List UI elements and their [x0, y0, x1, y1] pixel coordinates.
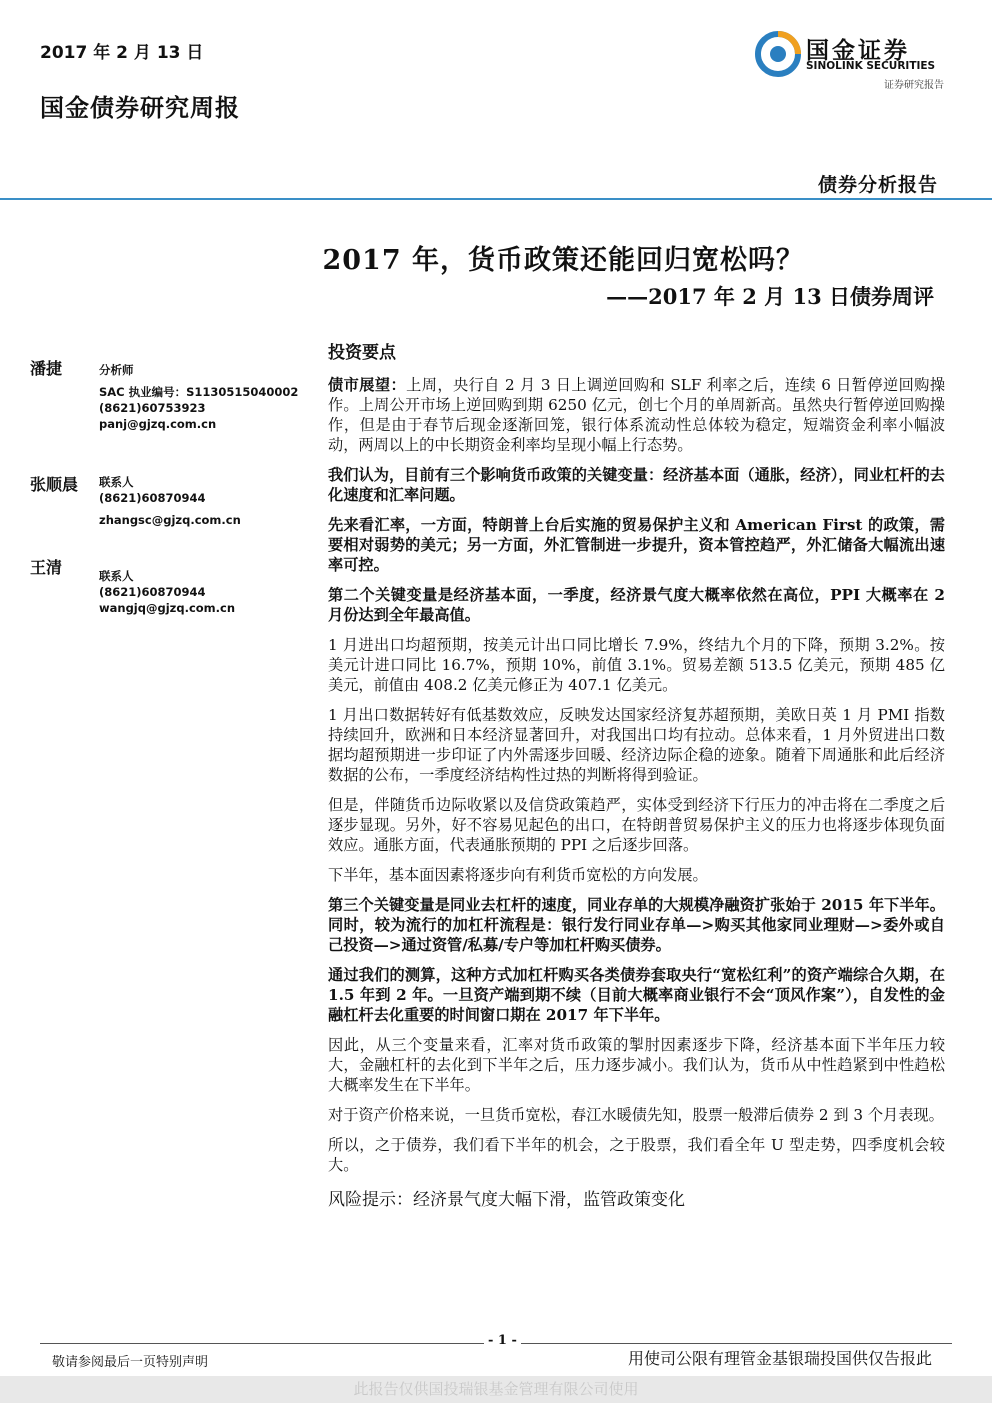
- author-phone: (8621)60870944: [99, 491, 206, 505]
- report-category: 债券分析报告: [817, 174, 938, 196]
- report-subtitle: ——2017 年 2 月 13 日债券周评: [606, 284, 934, 309]
- paragraph: 因此，从三个变量来看，汇率对货币政策的掣肘因素逐步下降，经济基本面下半年压力较大，金融杠杆的去化到下半年之后，压力逐步减小。我们认为，货币从中性趋紧到中性趋松大概率发生在下半年。: [328, 1036, 945, 1094]
- paragraph: 通过我们的测算，这种方式加杠杆购买各类债券套取央行“宽松红利”的资产端综合久期，在 1.5 年到 2 年。一旦资产端到期不续（目前大概率商业银行不会“顶风作案”），自发性的金融杠杆去化重要的时间窗口期在 2017 年下半年。: [328, 966, 945, 1024]
- footer-usage-note: 用使司公限有理管金基银瑞投国供仅告报此: [627, 1349, 932, 1368]
- series-title: 国金债券研究周报: [40, 93, 240, 122]
- author-info: [99, 474, 241, 528]
- author-info: [99, 568, 235, 616]
- author-email[interactable]: zhangsc@gjzq.com.cn: [99, 513, 241, 527]
- author-role: 联系人: [99, 475, 134, 489]
- risk-warning: 风险提示：经济景气度大幅下滑，监管政策变化: [328, 1190, 685, 1210]
- report-body: [328, 338, 945, 1210]
- paragraph: [328, 375, 945, 455]
- author-email[interactable]: panj@gjzq.com.cn: [99, 417, 217, 431]
- author-email[interactable]: wangjq@gjzq.com.cn: [99, 601, 236, 615]
- report-date: 2017 年 2 月 13 日: [40, 43, 204, 63]
- brand-subtitle: 证券研究报告: [884, 80, 944, 91]
- author-phone: (8621)60753923: [99, 401, 206, 415]
- paragraph: 第二个关键变量是经济基本面，一季度，经济景气度大概率依然在高位，PPI 大概率在 2 月份达到全年最高值。: [328, 586, 945, 624]
- paragraph: 所以，之于债券，我们看下半年的机会，之于股票，我们看全年 U 型走势，四季度机会较大。: [328, 1136, 945, 1174]
- watermark-text: 此报告仅供国投瑞银基金管理有限公司使用: [0, 1376, 992, 1403]
- brand-logo: [754, 28, 950, 92]
- paragraph: 1 月出口数据转好有低基数效应，反映发达国家经济复苏超预期，美欧日英 1 月 PMI 指数持续回升，欧洲和日本经济显著回升，对我国出口均有拉动。总体来看，1 月外贸进出口数据均超预期进一步印证了内外需逐步回暖、经济边际企稳的迹象。随着下周通胀和此后经济数据的公布，一季度经济结构性过热的判断将得到验证。: [328, 706, 945, 784]
- paragraph: 对于资产价格来说，一旦货币宽松，春江水暖债先知，股票一般滞后债券 2 到 3 个月表现。: [328, 1106, 944, 1124]
- header-divider: [0, 198, 992, 200]
- brand-name-cn: 国金证券: [806, 38, 910, 64]
- author-name: 潘捷: [30, 359, 63, 378]
- author-name: 王清: [30, 558, 63, 577]
- author-role: 分析师: [99, 363, 134, 377]
- paragraph: 先来看汇率，一方面，特朗普上台后实施的贸易保护主义和 American First 的政策，需要相对弱势的美元；另一方面，外汇管制进一步提升，资本管控趋严，外汇储备大幅流出速率可控。: [328, 516, 945, 574]
- sinolink-logo-icon: [754, 30, 802, 78]
- paragraph: 第三个关键变量是同业去杠杆的速度，同业存单的大规模净融资扩张始于 2015 年下半年。同时，较为流行的加杠杆流程是：银行发行同业存单—>购买其他家同业理财—>委外或自己投资—>通过资管/私募/专户等加杠杆购买债券。: [328, 896, 945, 954]
- paragraph: 我们认为，目前有三个影响货币政策的关键变量：经济基本面（通胀，经济），同业杠杆的去化速度和汇率问题。: [328, 466, 945, 504]
- footer-disclaimer: 敬请参阅最后一页特别声明: [52, 1355, 209, 1370]
- author-name: 张顺晨: [30, 475, 79, 494]
- author-info: [99, 362, 298, 432]
- brand-name-en: SINOLINK SECURITIES: [806, 60, 936, 72]
- paragraph: 下半年，基本面因素将逐步向有利货币宽松的方向发展。: [328, 866, 708, 884]
- author-phone: (8621)60870944: [99, 585, 206, 599]
- section-heading: 投资要点: [328, 343, 396, 363]
- author-sac-id: SAC 执业编号：S1130515040002: [99, 385, 299, 399]
- paragraph-text: 上周，央行自 2 月 3 日上调逆回购和 SLF 利率之后，连续 6 日暂停逆回购操作。上周公开市场上逆回购到期 6250 亿元，创七个月的单周新高。虽然央行暂停逆回购操作，但是由于春节后现金逐渐回笼，银行体系流动性总体较为稳定，短端资金利率小幅波动，两周以上的中长期资金利率均呈现小幅上行态势。: [328, 376, 946, 454]
- report-title: 2017 年，货币政策还能回归宽松吗？: [322, 245, 804, 276]
- author-role: 联系人: [99, 569, 134, 583]
- paragraph: 1 月进出口均超预期，按美元计出口同比增长 7.9%，终结九个月的下降，预期 3.2%。按美元计进口同比 16.7%，预期 10%，前值 3.1%。贸易差额 513.5 亿美元，预期 485 亿美元，前值由 408.2 亿美元修正为 407.1 亿美元。: [328, 636, 945, 694]
- paragraph: 但是，伴随货币边际收紧以及信贷政策趋严，实体受到经济下行压力的冲击将在二季度之后逐步显现。另外，好不容易见起色的出口，在特朗普贸易保护主义的压力也将逐步体现负面效应。通胀方面，代表通胀预期的 PPI 之后逐步回落。: [328, 796, 945, 854]
- page-number: - 1 -: [484, 1333, 521, 1348]
- paragraph-lead: 债市展望：: [328, 376, 407, 394]
